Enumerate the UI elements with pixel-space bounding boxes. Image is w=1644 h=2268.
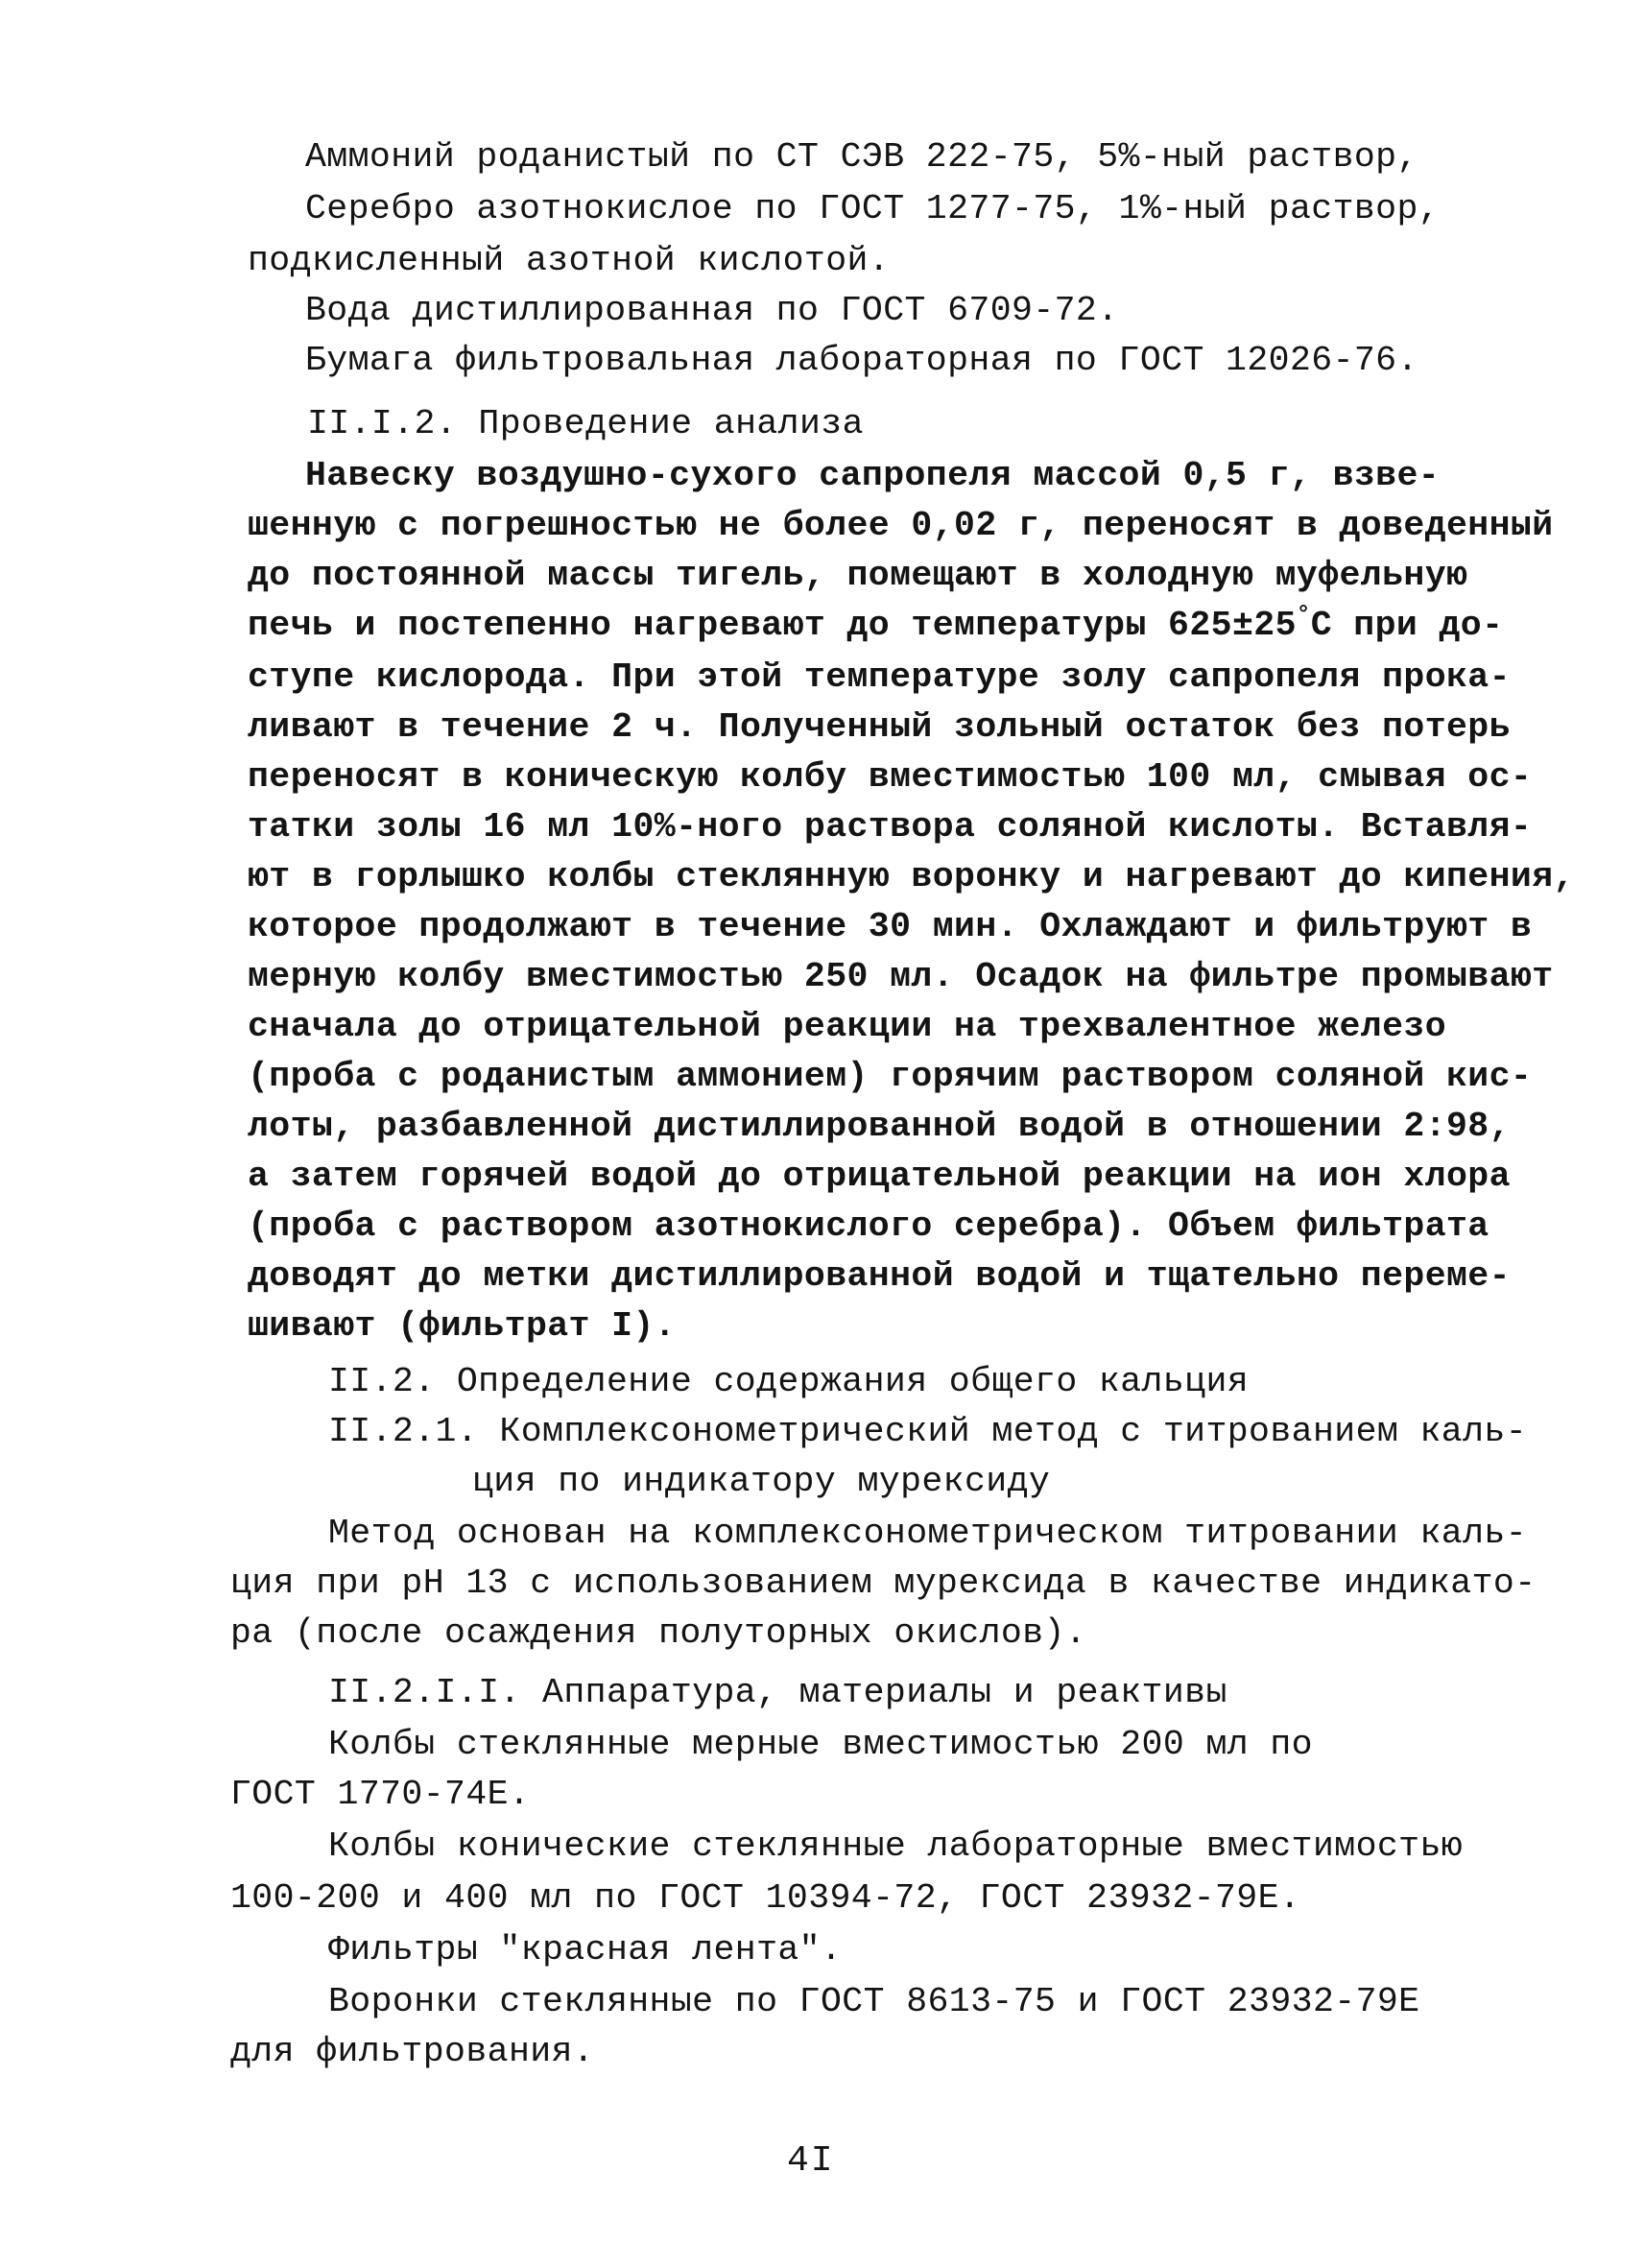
paragraph-line: (проба с раствором азотнокислого серебра). Объем фильтрата: [248, 1206, 1489, 1246]
paragraph-line: Воронки стеклянные по ГОСТ 8613-75 и ГОСТ 23932-79Е: [328, 1982, 1420, 2021]
paragraph-line: Колбы конические стеклянные лабораторные вместимостью: [328, 1826, 1464, 1866]
section-heading: II.2.I.I. Аппаратура, материалы и реактивы: [328, 1673, 1227, 1712]
paragraph-line: а затем горячей водой до отрицательной реакции на ион хлора: [248, 1157, 1511, 1196]
paragraph-line: татки золы 16 мл 10%-ного раствора соляной кислоты. Вставля-: [248, 807, 1533, 847]
paragraph-line: шивают (фильтрат I).: [248, 1306, 677, 1346]
section-heading: II.I.2. Проведение анализа: [307, 404, 864, 443]
paragraph-line: Колбы стеклянные мерные вместимостью 200 мл по: [328, 1725, 1313, 1764]
paragraph-line: ра (после осаждения полуторных окислов).: [230, 1613, 1087, 1653]
paragraph-line: ция при рН 13 с использованием мурексида в качестве индикато-: [230, 1564, 1537, 1603]
degree-sign: °: [1296, 603, 1311, 629]
reagent-line: Бумага фильтровальная лабораторная по ГОСТ 12026-76.: [305, 341, 1418, 380]
paragraph-line: Фильтры "красная лента".: [328, 1930, 843, 1970]
paragraph-line: сначала до отрицательной реакции на трехвалентное железо: [248, 1007, 1446, 1046]
section-heading: ция по индикатору мурексиду: [472, 1462, 1051, 1501]
paragraph-line: Метод основан на комплексонометрическом титровании каль-: [328, 1514, 1527, 1553]
paragraph-line: ГОСТ 1770-74Е.: [230, 1775, 531, 1814]
paragraph-line: до постоянной массы тигель, помещают в холодную муфельную: [248, 556, 1468, 595]
page-number: 4I: [787, 2140, 835, 2182]
paragraph-line: мерную колбу вместимостью 250 мл. Осадок на фильтре промывают: [248, 957, 1554, 996]
reagent-line: подкисленный азотной кислотой.: [248, 241, 891, 280]
paragraph-line: (проба с роданистым аммонием) горячим раствором соляной кис-: [248, 1057, 1533, 1096]
paragraph-line: печь и постепенно нагревают до температуры 625±25°С при до-: [248, 603, 1504, 645]
paragraph-line: 100-200 и 400 мл по ГОСТ 10394-72, ГОСТ 23932-79Е.: [230, 1878, 1301, 1918]
paragraph-line: переносят в коническую колбу вместимостью 100 мл, смывая ос-: [248, 757, 1533, 797]
paragraph-line: доводят до метки дистиллированной водой и тщательно переме-: [248, 1256, 1511, 1296]
reagent-line: Аммоний роданистый по СТ СЭВ 222-75, 5%-ный раствор,: [305, 137, 1418, 177]
paragraph-line: ют в горлышко колбы стеклянную воронку и нагревают до кипения,: [248, 857, 1575, 896]
section-heading: II.2. Определение содержания общего кальция: [328, 1362, 1250, 1401]
paragraph-line: ливают в течение 2 ч. Полученный зольный остаток без потерь: [248, 707, 1511, 747]
reagent-line: Серебро азотнокислое по ГОСТ 1277-75, 1%-ный раствор,: [305, 189, 1441, 228]
reagent-line: Вода дистиллированная по ГОСТ 6709-72.: [305, 291, 1119, 330]
paragraph-line: Навеску воздушно-сухого сапропеля массой 0,5 г, взве-: [305, 456, 1441, 495]
paragraph-line: для фильтрования.: [230, 2032, 595, 2071]
paragraph-line: ступе кислорода. При этой температуре золу сапропеля прока-: [248, 657, 1511, 697]
paragraph-line: шенную с погрешностью не более 0,02 г, переносят в доведенный: [248, 506, 1554, 545]
section-heading: II.2.1. Комплексонометрический метод с титрованием каль-: [328, 1412, 1527, 1451]
paragraph-line: которое продолжают в течение 30 мин. Охлаждают и фильтруют в: [248, 907, 1533, 946]
paragraph-line: лоты, разбавленной дистиллированной водой в отношении 2:98,: [248, 1107, 1511, 1146]
